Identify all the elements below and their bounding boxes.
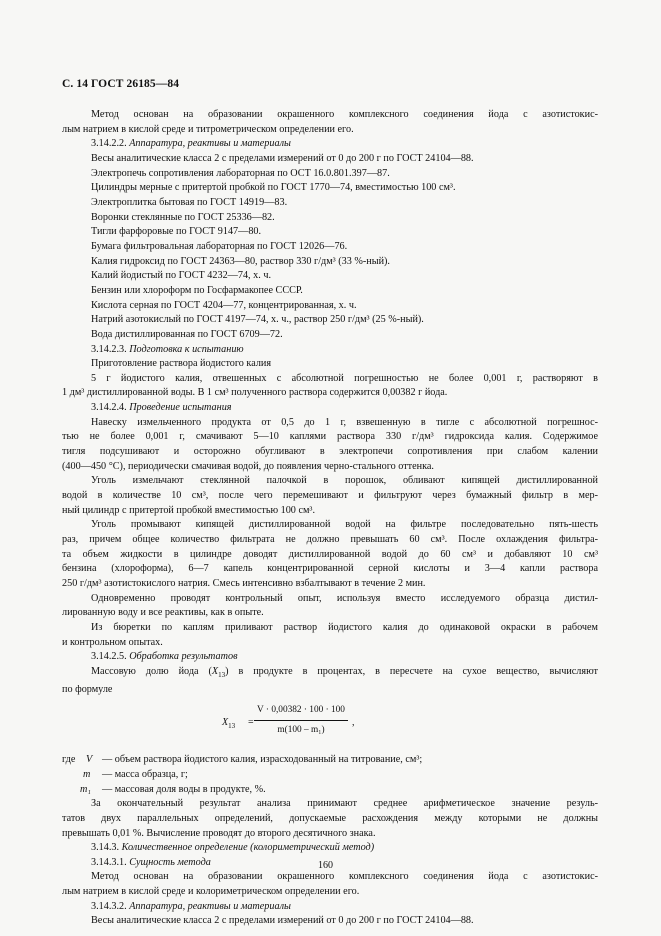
paragraph-line: Уголь измельчают стеклянной палочкой в порошок, обливают кипящей дистиллированной (91, 475, 598, 487)
list-item: Калий йодистый по ГОСТ 4232—74, х. ч. (91, 270, 271, 282)
list-item: Натрий азотокислый по ГОСТ 4197—74, х. ч., раствор 250 г/дм³ (25 %-ный). (91, 314, 424, 326)
formula-numerator: V · 0,00382 · 100 · 100 (254, 703, 348, 721)
formula-equals: = (248, 717, 254, 729)
legend-symbol: m (83, 768, 91, 780)
legend-symbol: V (86, 754, 93, 766)
text-run: ) в продукте в процентах, в пересчете на сухое вещество, вычисляют (225, 665, 598, 677)
paragraph-line: Метод основан на образовании окрашенного комплексного соединения йода с азотистокис- (91, 871, 598, 883)
section-title: Обработка результатов (129, 651, 238, 663)
section-number: 3.14.2.4. (91, 402, 127, 414)
paragraph-line: 5 г йодистого калия, отвешенных с абсолютной погрешностью не более 0,001 г, растворяют в (91, 372, 598, 384)
text-run: Массовую долю йода ( (91, 665, 212, 677)
formula (62, 699, 598, 751)
list-item: Электроплитка бытовая по ГОСТ 14919—83. (91, 196, 288, 208)
paragraph-line: та объем жидкости в цилиндре доводят дистиллированной водой до 60 см³ и добавляют 10 см³ (62, 548, 598, 560)
section-number: 3.14.2.2. (91, 138, 127, 150)
section-title: Сущность метода (129, 856, 211, 868)
section-title: Аппаратура, реактивы и материалы (129, 900, 291, 912)
paragraph-line (62, 665, 598, 683)
formula-comma: , (352, 717, 355, 729)
paragraph-line: водой в количестве 10 см³, после чего перемешивают и фильтруют через бумажный фильтр в мер- (62, 490, 598, 502)
paragraph-line: 1 дм³ дистиллированной воды. В 1 см³ полученного раствора содержится 0,00382 г йода. (62, 387, 448, 399)
legend-text: — масса образца, г; (102, 768, 188, 780)
section-number: 3.14.3.1. (91, 856, 127, 868)
legend-symbol: m₁ (80, 783, 91, 795)
legend-text: — объем раствора йодистого калия, израсходованный на титрование, см³; (102, 754, 423, 766)
paragraph-line: лым натрием в кислой среде и титрометрическом определении его. (62, 123, 354, 135)
list-item: Воронки стеклянные по ГОСТ 25336—82. (91, 211, 275, 223)
paragraph-line: ный цилиндр с притертой пробкой вместимостью 100 см³. (62, 504, 316, 516)
paragraph-line: бензина (хлороформа), 6—7 капель концентрированной серной кислоты и 3—4 капли раствора (62, 563, 598, 575)
section-title: Проведение испытания (129, 402, 232, 414)
paragraph-line: Навеску измельченного продукта от 0,5 до 1 г, взвешенную в тигле с абсолютной погрешнос- (91, 416, 598, 428)
formula-var-letter: X (222, 717, 229, 729)
list-item: Вода дистиллированная по ГОСТ 6709—72. (91, 328, 283, 340)
paragraph-line: лированную воду и все реактивы, как в опыте. (62, 607, 264, 619)
section-heading (62, 401, 598, 416)
variable-subscript: 13 (218, 670, 226, 679)
list-item: Бензин или хлороформ по Госфармакопее СССР. (91, 284, 303, 296)
list-item: Калия гидроксид по ГОСТ 24363—80, раствор 330 г/дм³ (33 %-ный). (91, 255, 390, 267)
paragraph-line: Одновременно проводят контрольный опыт, используя вместо исследуемого образца дистил- (91, 592, 598, 604)
list-item: Тигли фарфоровые по ГОСТ 9147—80. (91, 226, 262, 238)
legend-row (62, 768, 598, 783)
list-item: Бумага фильтровальная лабораторная по ГОСТ 12026—76. (91, 240, 348, 252)
paragraph-line: Из бюретки по каплям приливают раствор йодистого калия до одинаковой окраски в рабочем (91, 621, 598, 633)
section-heading (62, 841, 598, 856)
paragraph-line: превышать 0,01 %. Вычисление проводят до второго десятичного знака. (62, 827, 376, 839)
section-number: 3.14.3. (91, 842, 120, 854)
section-heading (62, 343, 598, 358)
list-item: Кислота серная по ГОСТ 4204—77, концентрированная, х. ч. (91, 299, 357, 311)
list-item: Цилиндры мерные с притертой пробкой по ГОСТ 1770—74, вместимостью 100 см³. (91, 182, 456, 194)
paragraph-line: За окончательный результат анализа принимают среднее арифметическое значение резуль- (91, 798, 598, 810)
legend-row (62, 783, 598, 798)
formula-denominator: m(100 – m₁) (277, 724, 325, 735)
paragraph-line: по формуле (62, 683, 113, 695)
paragraph-line: Весы аналитические класса 2 с пределами измерений от 0 до 200 г по ГОСТ 24104—88. (91, 915, 474, 927)
variable-x: X (211, 665, 219, 677)
section-number: 3.14.2.5. (91, 651, 127, 663)
page-number: 160 (318, 860, 333, 871)
legend-row (62, 753, 598, 768)
paragraph-line: Уголь промывают кипящей дистиллированной водой на фильтре последовательно пять-шесть (91, 519, 598, 531)
paragraph-line: татов двух параллельных определений, допускаемые расхождения между которыми не должны (62, 812, 598, 824)
section-heading (62, 650, 598, 665)
page-header: С. 14 ГОСТ 26185—84 (62, 78, 180, 90)
section-heading (62, 900, 598, 915)
formula-fraction (254, 703, 348, 737)
section-title: Аппаратура, реактивы и материалы (129, 138, 291, 150)
legend-text: — массовая доля воды в продукте, %. (102, 783, 266, 795)
section-heading (62, 137, 598, 152)
formula-var-subscript: 13 (228, 722, 236, 731)
paragraph-line: лым натрием в кислой среде и колориметрическом определении его. (62, 886, 360, 898)
document-body (62, 108, 598, 929)
section-title: Подготовка к испытанию (129, 343, 244, 355)
section-title: Количественное определение (колориметрический метод) (121, 842, 375, 854)
list-item: Весы аналитические класса 2 с пределами измерений от 0 до 200 г по ГОСТ 24104—88. (91, 152, 474, 164)
paragraph-line: раз, причем общее количество фильтрата не должно превышать 60 см³. После охлаждения фильтра- (62, 534, 598, 546)
paragraph-line: (400—450 °С), периодически смачивая водой, до появления черно-стального оттенка. (62, 460, 434, 472)
list-item: Электропечь сопротивления лабораторная по ОСТ 16.0.801.397—87. (91, 167, 390, 179)
paragraph-line: и контрольном опытах. (62, 636, 163, 648)
paragraph-line: тью не более 0,001 г, смачивают 5—10 каплями раствора 330 г/дм³ гидроксида калия. Содержимое (62, 431, 598, 443)
formula-variable (222, 716, 235, 734)
section-number: 3.14.3.2. (91, 900, 127, 912)
legend-where: где (62, 754, 76, 766)
paragraph-line: Приготовление раствора йодистого калия (91, 358, 272, 370)
paragraph-line: 250 г/дм³ азотистокислого натрия. Смесь интенсивно взбалтывают в течение 2 мин. (62, 578, 426, 589)
section-number: 3.14.2.3. (91, 343, 127, 355)
paragraph-line: тигля подсушивают и осторожно обугливают в электропечи сопротивления при слабом калении (62, 446, 598, 458)
paragraph-line: Метод основан на образовании окрашенного комплексного соединения йода с азотистокис- (91, 109, 598, 120)
